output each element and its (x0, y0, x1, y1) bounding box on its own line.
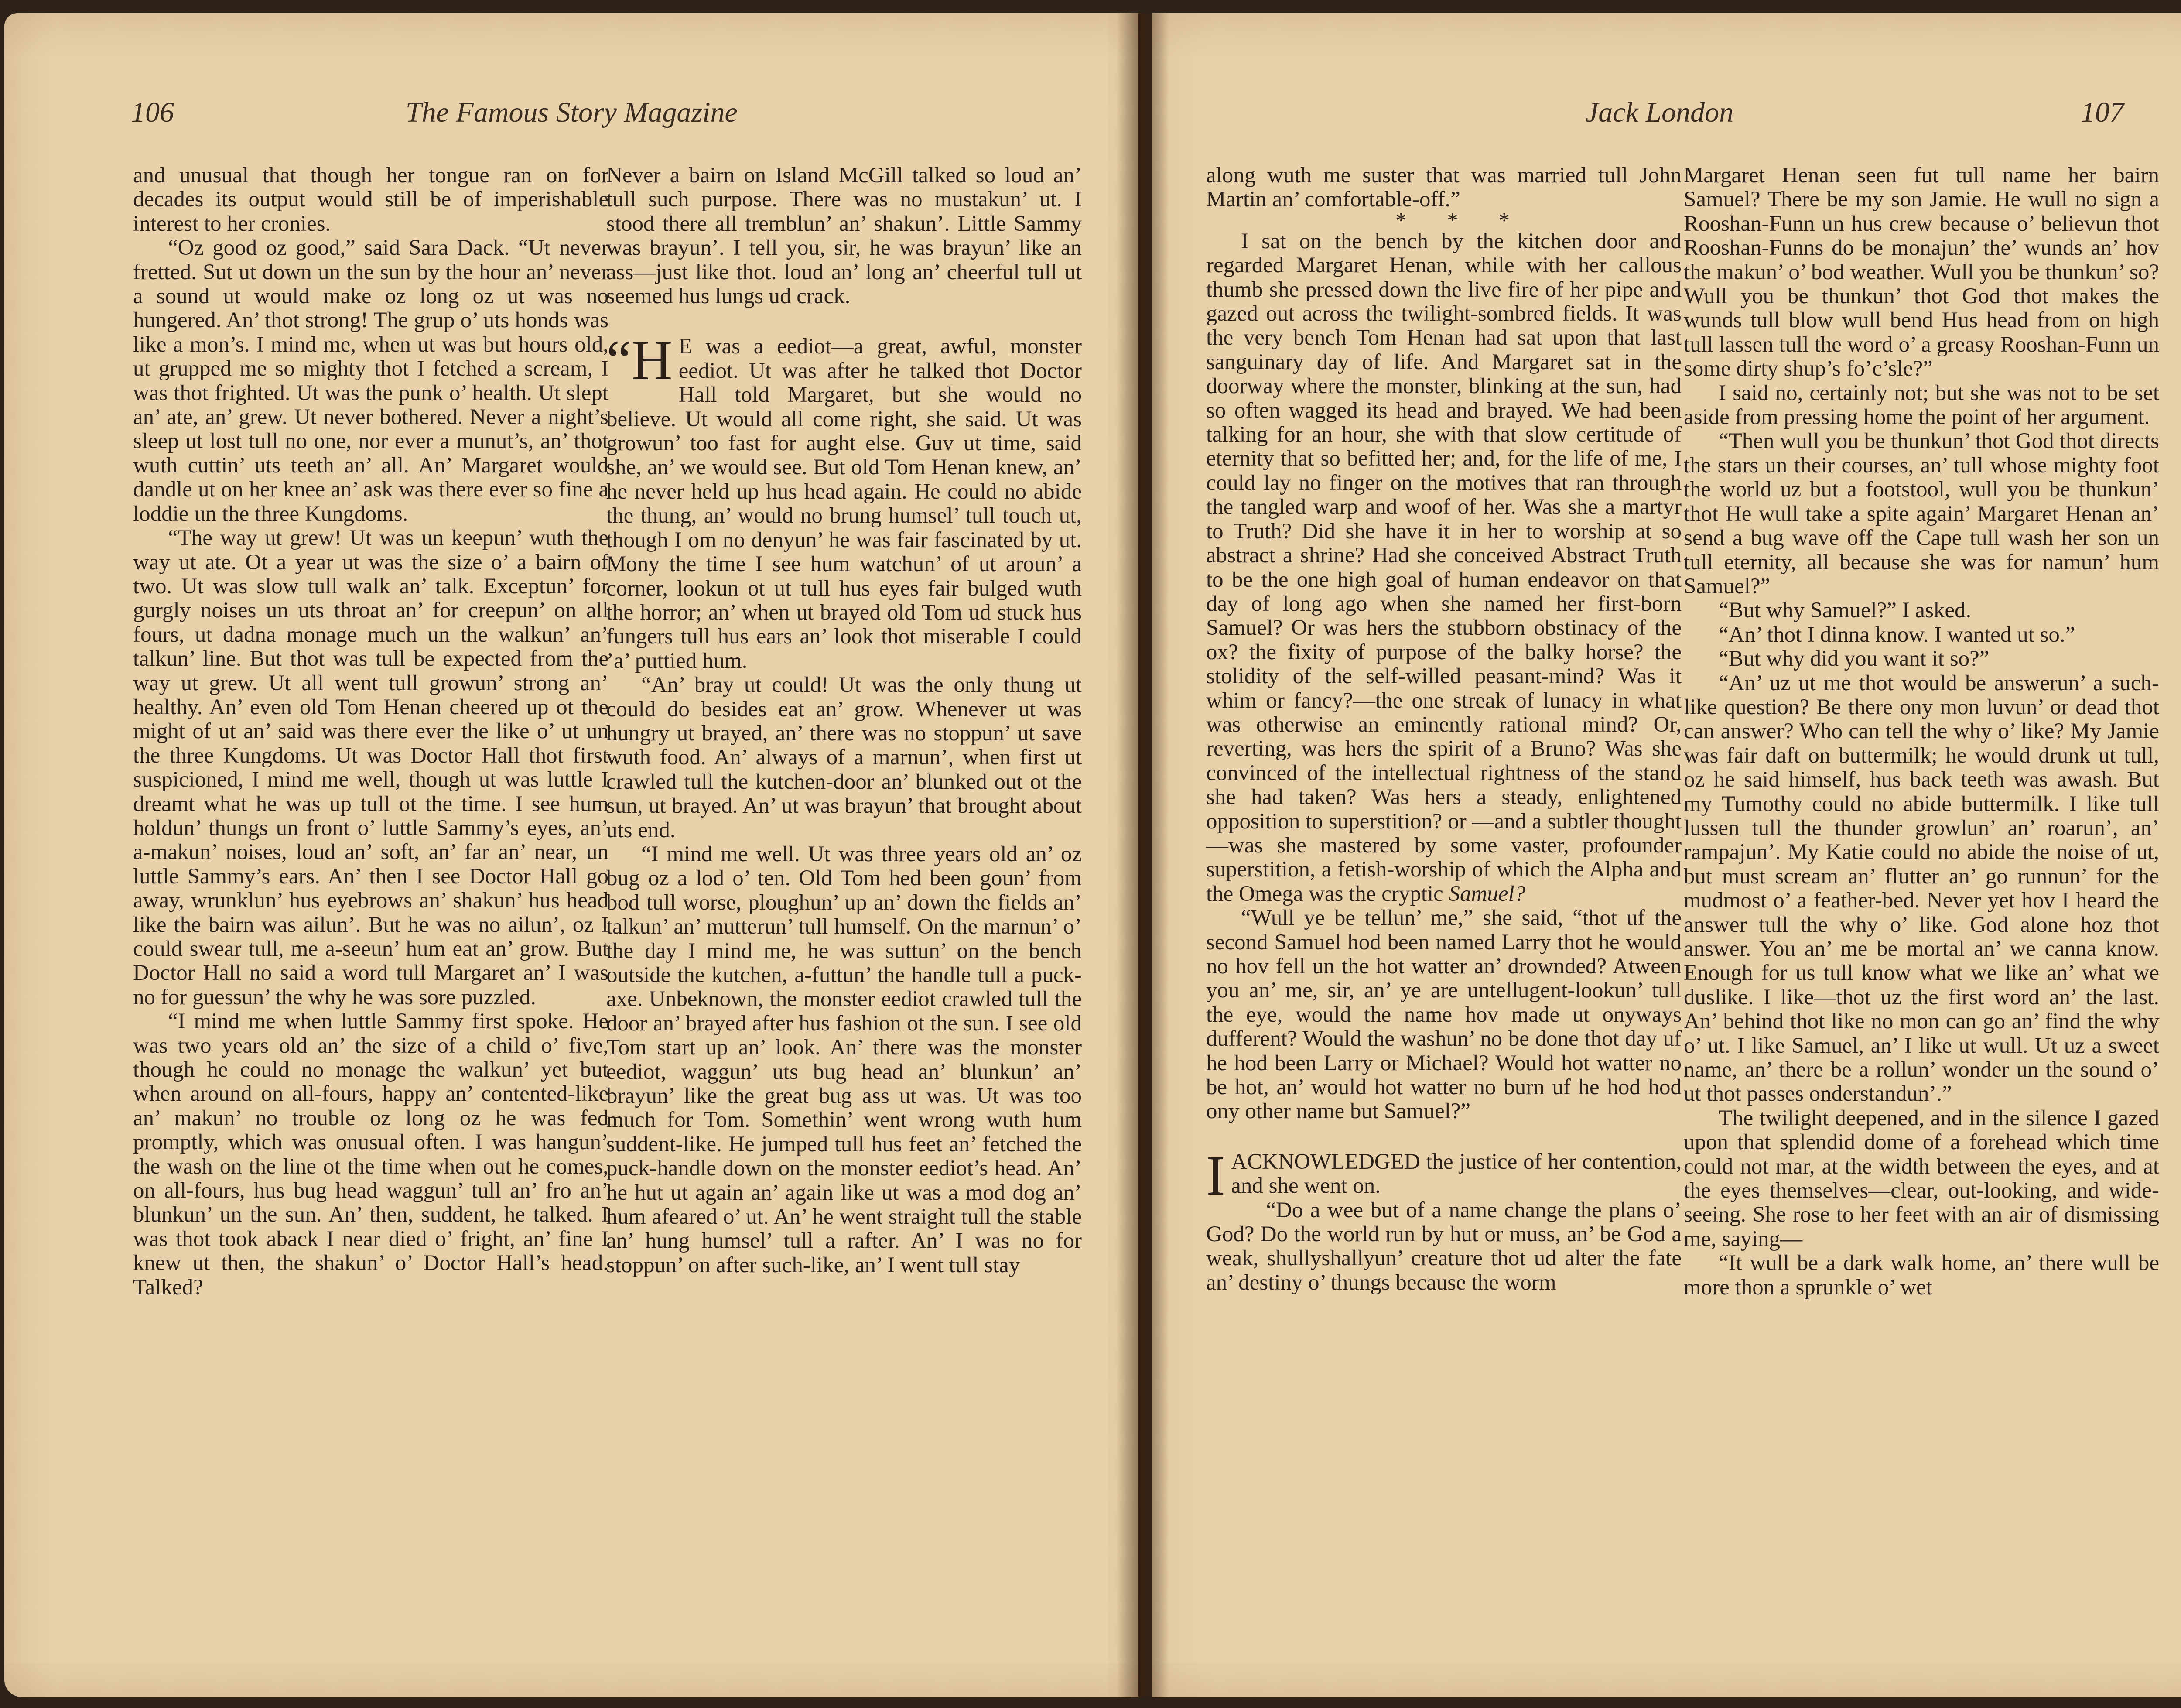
paragraph (133, 236, 608, 526)
paragraph (1684, 1251, 2159, 1300)
paragraph-text: “Do a wee but of a name change the plans o’ God? Do the world run by hut or muss, an’ be God a weak, shullyshallyun’ creature thot ud alter the fate an’ destiny o’ thungs because the worm (1206, 1198, 1682, 1295)
paragraph-text: and unusual that though her tongue ran on for decades its output would still be of imperishable interest to her cronies. (133, 163, 608, 236)
paragraph-text: “Oz good oz good,” said Sara Dack. “Ut never fretted. Sut ut down un the sun by the hour an’ never a sound ut would make oz long oz ut was no hungered. An’ thot strong! The grup o’ uts honds was like a mon’s. I mind me, when ut was but hours old, ut grupped me so mighty thot I fetched a scream, I was thot frighted. Ut was the punk o’ health. Ut slept an’ ate, an’ grew. Ut never bothered. Never a night’s sleep ut lost tull no one, nor ever a munut’s, an’ thot wuth cuttin’ uts teeth an’ all. An’ Margaret would dandle ut on her knee an’ ask was there ever so fine a loddie un the three Kungdoms. (133, 236, 608, 526)
paragraph (133, 1010, 608, 1300)
paragraph-text: “It wull be a dark walk home, an’ there wull be more thon a sprunkle o’ wet (1684, 1251, 2159, 1300)
paragraph-text: “An’ uz ut me thot would be answerun’ a such-like question? Be there ony mon luvun’ or dead thot can answer? Who can tell the why o’ like? My Jamie was fair daft on buttermilk; he would drunk ut tull, oz he said himself, hus back teeth was awash. But my Tumothy could no abide buttermilk. I like tull lussen tull the thunder growlun’ an’ roarun’, an’ rampajun’. My Katie could no abide the noise of ut, but must scream an’ flutter an’ go runnun’ for the mudmost o’ a feather-bed. Never yet hov I heard the answer tull the why o’ like. God alone hoz thot answer. You an’ me be mortal an’ we canna know. Enough for us tull know what we like an’ what we duslike. I like—thot uz the first word an’ the last. An’ behind thot like no mon can go an’ find the why o’ ut. I like Samuel, an’ I like ut wull. Ut uz a sweet name, an’ there be a rollun’ wonder un the sound o’ ut thot passes onderstandun’.” (1684, 671, 2159, 1106)
running-head: The Famous Story Magazine (406, 96, 738, 128)
paragraph (1684, 1106, 2159, 1251)
paragraph (133, 526, 608, 1010)
paragraph (1684, 381, 2159, 430)
paragraph-text: “But why Samuel?” I asked. (1719, 598, 1972, 623)
paragraph-text: “An’ bray ut could! Ut was the only thung ut could do besides eat an’ grow. Whenever ut was hungry ut brayed, an’ there was no stoppun’ ut save wuth food. An’ always of a marnun’, when first ut crawled tull the kutchen-door an’ blunked out ot the sun, ut brayed. An’ ut was brayun’ that brought about uts end. (606, 673, 1082, 842)
running-head: Jack London (1586, 96, 1734, 128)
drop-cap: I (1206, 1144, 1225, 1207)
paragraph (1684, 599, 2159, 623)
text-column-2 (1684, 164, 2159, 1300)
section-break: * * * (1395, 208, 1527, 233)
paragraph (1684, 429, 2159, 599)
paragraph-text: “I mind me when luttle Sammy first spoke. He was two years old an’ the size of a child o’ five, though he could no monage the walkun’ yet but when around on all-fours, happy an’ contented-like an’ makun’ no trouble oz long oz he was fed promptly, which was onusual often. I was hangun’ the wash on the line ot the time when out he comes, on all-fours, hus bug head waggun’ tull an’ fro an’ blunkun’ un the sun. An’ then, suddent, he talked. I was thot took aback I near died o’ fright, an’ fine I knew ut then, the shakun’ o’ Doctor Hall’s head. Talked? (133, 1009, 608, 1300)
paragraph (606, 164, 1082, 308)
paragraph (606, 842, 1082, 1277)
paragraph (1684, 164, 2159, 381)
page-number: 106 (131, 96, 174, 128)
paragraph-text: E was a eediot—a great, awful, monster eediot. Ut was after he talked thot Doctor Hall told Margaret, but she would no believe. Ut would all come right, she said. Ut was growun’ too fast for aught else. Guv ut time, said she, an’ we would see. But old Tom Henan knew, an’ he never held up hus head again. He could no abide the thung, an’ would no brung humsel’ tull touch ut, though I om no denyun’ he was fair fascinated by ut. Mony the time I see hum watchun’ of ut aroun’ a corner, lookun ot ut tull hus eyes fair bulged wuth the horror; an’ when ut brayed old Tom ud stuck hus fungers tull hus ears an’ look thot miserable I could ’a’ puttied hum. (606, 334, 1082, 673)
text-column-2 (606, 164, 1082, 1277)
paragraph (1206, 1144, 1682, 1207)
paragraph-text: along wuth me suster that was married tull John Martin an’ comfortable-off.” (1206, 163, 1682, 212)
paragraph-text: Margaret Henan seen fut tull name her bairn Samuel? There be my son Jamie. He wull no sign a Rooshan-Funn un hus crew because o’ believun thot Rooshan-Funns do be monajun’ the’ wunds an’ hov the makun’ o’ bod weather. Wull you be thunkun’ so? Wull you be thunkun’ thot God thot makes the wunds tull blow wull bend Hus head from on high tull lassen tull the word o’ a greasy Rooshan-Funn un some dirty shup’s fo’c’sle?” (1684, 163, 2159, 381)
text-column-1 (1206, 164, 1682, 1295)
paragraph (606, 673, 1082, 842)
paragraph (133, 164, 608, 236)
paragraph (1206, 906, 1682, 1124)
paragraph-text: “Wull ye be tellun’ me,” she said, “thot uf the second Samuel hod been named Larry thot he would no hov fell un the hot watter an’ drownded? Atween you an’ me, sir, an’ ye are untellugent-lookun’ tull the eye, would the name hov made ut onyways dufferent? Would the washun’ no be done thot day uf he hod been Larry or Michael? Would hot watter no be hot, an’ would hot watter no burn uf he hod hod ony other name but Samuel?” (1206, 906, 1682, 1124)
paragraph-text: “The way ut grew! Ut was un keepun’ wuth the way ut ate. Ot a year ut was the size o’ a bairn of two. Ut was slow tull walk an’ talk. Exceptun’ for gurgly noises un uts throat an’ for creepun’ on all fours, ut dadna monage much un the walkun’ an’ talkun’ line. But thot was tull be expected from the way ut grew. Ut all went tull growun’ strong an’ healthy. An’ even old Tom Henan cheered up ot the might of ut an’ said was there ever the like o’ ut un the three Kungdoms. Ut was Doctor Hall thot first suspicioned, I mind me well, though ut was luttle I dreamt what he was up tull ot the time. I see hum holdun’ thungs un front o’ luttle Sammy’s eyes, an’ a-makun’ noises, loud an’ soft, an’ far an’ near, un luttle Sammy’s ears. An’ then I see Doctor Hall go away, wrunklun’ hus eyebrows an’ shakun’ hus head like the bairn was ailun’. But he was no ailun’, oz I could swear tull, me a-seeun’ hum eat an’ grow. But Doctor Hall no said a word tull Margaret an’ I was no for guessun’ the why he was sore puzzled. (133, 526, 608, 1010)
book-gutter (1117, 13, 1169, 1697)
paragraph-text: “Then wull you be thunkun’ thot God thot directs the stars un their courses, an’ tull whose mighty foot the world uz but a footstool, wull you be thunkun’ thot He wull take a spite again’ Margaret Henan an’ send a bug wave off the Cape tull wash her son un tull eternity, all because she was for namun’ hum Samuel?” (1684, 429, 2159, 599)
drop-cap: “H (606, 329, 673, 392)
paragraph (606, 329, 1082, 673)
italic-text: Samuel? (1449, 881, 1526, 906)
paragraph (1206, 1198, 1682, 1295)
paragraph (1684, 647, 2159, 671)
paragraph (1684, 623, 2159, 647)
paragraph-text: I sat on the bench by the kitchen door and regarded Margaret Henan, while with her callous thumb she pressed down the live fire of her pipe and gazed out across the twilight-sombred fields. It was the very bench Tom Henan had sat upon that last sanguinary day of life. And Margaret sat in the doorway where the monster, blinking at the sun, had so often wagged its head and brayed. We had been talking for an hour, she with that slow certitude of eternity that so befitted her; and, for the life of me, I could lay no finger on the motives that ran through the tangled warp and woof of her. Was she a martyr to Truth? Did she have it in her to worship at so abstract a shrine? Had she conceived Abstract Truth to be the one high goal of human endeavor on that day of long ago when she named her first-born Samuel? Or was hers the stubborn obstinacy of the ox? the fixity of purpose of the balky horse? the stolidity of the self-willed peasant-mind? Was it whim or fancy?—the one streak of lunacy in what was otherwise an eminently rational mind? Or, reverting, was hers the spirit of a Bruno? Was she convinced of the intellectual rightness of the stand she had taken? Was hers a steady, enlightened opposition to superstition? or —and a subtler thought—was she mastered by some vaster, profounder superstition, a fetish-worship of which the Alpha and the Omega was the cryptic (1206, 229, 1682, 906)
paragraph-text: “But why did you want it so?” (1719, 647, 1990, 671)
paragraph-text: “I mind me well. Ut was three years old an’ oz bug oz a lod o’ ten. Old Tom hed been goun’ from bod tull worse, ploughun’ up an’ down the fields an’ talkun’ an’ mutterun’ tull humself. On the marnun’ o’ the day I mind me, he was suttun’ on the bench outside the kutchen, a-futtun’ the handle tull a puck-axe. Unbeknown, the monster eediot crawled tull the door an’ brayed after hus fashion ot the sun. I see old Tom start up an’ look. An’ there was the monster eediot, waggun’ uts bug head an’ blunkun’ an’ brayun’ like the great bug ass ut was. Ut was too much for Tom. Somethin’ went wrong wuth hum suddent-like. He jumped tull hus feet an’ fetched the puck-handle down on the monster eediot’s head. An’ he hut ut again an’ again like ut was a mod dog an’ hum afeared o’ ut. An’ he went straight tull the stable an’ hung humsel’ tull a rafter. An’ I was no for stoppun’ on after such-like, an’ I went tull stay (606, 842, 1082, 1277)
paragraph-text: I said no, certainly not; but she was not to be set aside from pressing home the point of her argument. (1684, 380, 2159, 430)
paragraph-text: The twilight deepened, and in the silence I gazed upon that splendid dome of a forehead which time could not mar, at the width between the eyes, and at the eyes themselves—clear, out-looking, and wide-seeing. She rose to her feet with an air of dismissing me, saying— (1684, 1106, 2159, 1251)
page-number: 107 (2081, 96, 2124, 128)
left-page (4, 13, 1138, 1697)
paragraph (1206, 229, 1682, 906)
paragraph-text: “An’ thot I dinna know. I wanted ut so.” (1719, 622, 2075, 647)
right-page (1152, 13, 2181, 1697)
text-column-1 (133, 164, 608, 1300)
paragraph-text: Never a bairn on Island McGill talked so loud an’ tull such purpose. There was no mustakun’ ut. I stood there all tremblun’ an’ shakun’. Little Sammy was brayun’. I tell you, sir, he was brayun’ like an ass—just like thot. loud an’ long an’ cheerful tull ut seemed hus lungs ud crack. (606, 163, 1082, 309)
paragraph-text: ACKNOWLEDGED the justice of her contention, and she went on. (1231, 1149, 1682, 1198)
paragraph (1206, 164, 1682, 212)
paragraph (1684, 671, 2159, 1106)
